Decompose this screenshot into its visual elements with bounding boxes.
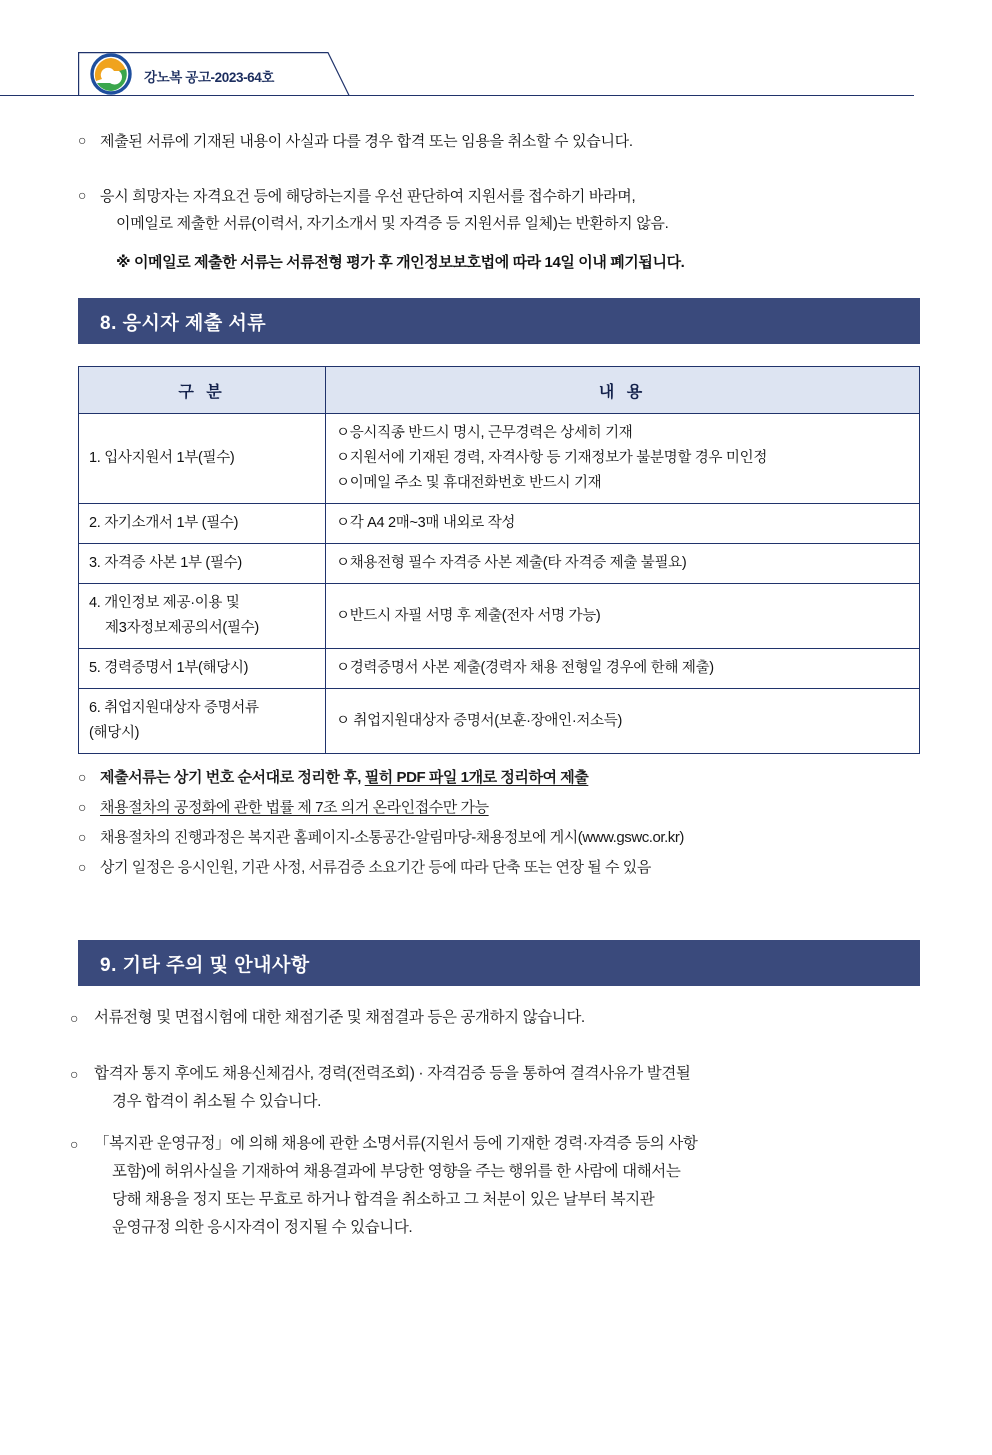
circular-swirl-logo-icon xyxy=(88,53,134,95)
cell-text: ㅇ 취업지원대상자 증명서(보훈·장애인·저소득) xyxy=(336,712,623,729)
note-line: 합격자 통지 후에도 채용신체검사, 경력(전력조회) · 자격검증 등을 통하여 결격사유가 발견될 xyxy=(94,1065,691,1082)
table-cell-content xyxy=(326,544,920,584)
section9-note-text xyxy=(94,1130,697,1242)
cell-text: 4. 개인정보 제공·이용 및 xyxy=(89,595,240,611)
cell-text: ㅇ경력증명서 사본 제출(경력자 채용 전형일 경우에 한해 제출) xyxy=(336,660,714,676)
bullet-marker: ○ xyxy=(78,799,87,815)
section9-note-text xyxy=(94,1004,585,1032)
section9-header-wrap xyxy=(0,940,992,986)
table-row xyxy=(79,414,920,504)
intro-bullet-text xyxy=(100,183,668,237)
header-tab xyxy=(78,52,350,96)
section8-note-text: 채용절차의 진행과정은 복지관 홈페이지-소통공간-알림마당-채용정보에 게시(www.gswc.or.kr) xyxy=(100,829,684,846)
table-row xyxy=(79,584,920,649)
cell-text: ㅇ각 A4 2매~3매 내외로 작성 xyxy=(336,515,516,531)
section9-note-text xyxy=(94,1060,690,1116)
table-header-content: 내 용 xyxy=(326,367,920,414)
cell-text: 제3자정보제공의서(필수) xyxy=(105,620,259,636)
cell-text: ㅇ지원서에 기재된 경력, 자격사항 등 기재정보가 불분명할 경우 미인정 xyxy=(336,450,768,466)
document-page xyxy=(0,52,992,1455)
table-cell-content xyxy=(326,584,920,649)
table-cell-category xyxy=(79,584,326,649)
section8-note-text: 상기 일정은 응시인원, 기관 사정, 서류검증 소요기간 등에 따라 단축 또는 연장 될 수 있음 xyxy=(100,859,651,876)
table-header-row xyxy=(79,367,920,414)
cell-text: 6. 취업지원대상자 증명서류 xyxy=(89,700,259,716)
cell-text: ㅇ응시직종 반드시 명시, 근무경력은 상세히 기재 xyxy=(336,425,633,441)
bullet-marker: ○ xyxy=(78,859,87,875)
section8-note-item xyxy=(78,824,920,851)
table-cell-content xyxy=(326,689,920,754)
table-row xyxy=(79,544,920,584)
section8-table-wrap xyxy=(0,366,992,754)
section9-notes xyxy=(0,986,992,1242)
cell-text: ㅇ반드시 자필 서명 후 제출(전자 서명 가능) xyxy=(336,607,601,624)
bullet-marker: ○ xyxy=(78,132,87,148)
table-cell-category xyxy=(79,414,326,504)
table-cell-content xyxy=(326,414,920,504)
bullet-marker: ○ xyxy=(78,187,87,203)
submission-documents-table xyxy=(78,366,920,754)
table-row xyxy=(79,649,920,689)
table-header-category: 구 분 xyxy=(79,367,326,414)
bullet-marker: ○ xyxy=(70,1136,79,1152)
section8-header-wrap xyxy=(0,298,992,344)
note-plain: 제출서류는 상기 번호 순서대로 정리한 후, xyxy=(100,769,365,786)
table-cell-category xyxy=(79,689,326,754)
note-line: 경우 합격이 취소될 수 있습니다. xyxy=(112,1093,321,1110)
intro-note: ※ 이메일로 제출한 서류는 서류전형 평가 후 개인정보보호법에 따라 14일 이내 폐기됩니다. xyxy=(116,254,685,271)
section9-title: 9. 기타 주의 및 안내사항 xyxy=(78,940,920,986)
note-line: 서류전형 및 면접시험에 대한 채점기준 및 채점결과 등은 공개하지 않습니다. xyxy=(94,1009,585,1026)
header-divider xyxy=(0,95,914,96)
section8-note-text xyxy=(100,764,588,791)
cell-text: 2. 자기소개서 1부 (필수) xyxy=(89,515,239,531)
bullet-marker: ○ xyxy=(70,1010,79,1026)
cell-text: (해당시) xyxy=(89,725,140,741)
table-cell-category xyxy=(79,544,326,584)
note-line: 「복지관 운영규정」에 의해 채용에 관한 소명서류(지원서 등에 기재한 경력·자격증 등의 사항 xyxy=(94,1135,698,1152)
intro-bullet-text xyxy=(100,128,633,155)
section9-note-item xyxy=(70,1060,920,1116)
table-cell-category xyxy=(79,504,326,544)
bullet-marker: ○ xyxy=(78,769,87,785)
intro-bullet-line: 제출된 서류에 기재된 내용이 사실과 다를 경우 합격 또는 임용을 취소할 수 있습니다. xyxy=(100,133,633,150)
intro-bullet-line: 응시 희망자는 자격요건 등에 해당하는지를 우선 판단하여 지원서를 접수하기 바라며, xyxy=(100,188,636,205)
section8-title: 8. 응시자 제출 서류 xyxy=(78,298,920,344)
table-cell-category xyxy=(79,649,326,689)
section8-note-item xyxy=(78,764,920,791)
section9-note-item xyxy=(70,1004,920,1032)
note-line: 당해 채용을 정지 또는 무효로 하거나 합격을 취소하고 그 처분이 있은 날부터 복지관 xyxy=(112,1191,655,1208)
section8-note-text xyxy=(100,794,489,821)
section8-notes xyxy=(0,754,992,881)
bullet-marker: ○ xyxy=(70,1066,79,1082)
cell-text: ㅇ이메일 주소 및 휴대전화번호 반드시 기재 xyxy=(336,475,602,491)
section8-note-item xyxy=(78,794,920,821)
note-line: 운영규정 의한 응시자격이 정지될 수 있습니다. xyxy=(112,1219,413,1236)
cell-text: ㅇ채용전형 필수 자격증 사본 제출(타 자격증 제출 불필요) xyxy=(336,555,687,571)
note-emphasis: 채용절차의 공정화에 관한 법률 제 7조 의거 온라인접수만 가능 xyxy=(100,799,489,816)
table-cell-content xyxy=(326,649,920,689)
section9-note-item xyxy=(70,1130,920,1242)
note-emphasis: 필히 PDF 파일 1개로 정리하여 제출 xyxy=(364,769,589,786)
cell-text: 3. 자격증 사본 1부 (필수) xyxy=(89,555,242,571)
intro-bullet xyxy=(78,183,920,237)
note-line: 포함)에 허위사실을 기재하여 채용결과에 부당한 영향을 주는 행위를 한 사람에 대해서는 xyxy=(112,1163,681,1180)
cell-text: 1. 입사지원서 1부(필수) xyxy=(89,450,235,466)
bullet-marker: ○ xyxy=(78,829,87,845)
header-title: 강노복 공고-2023-64호 xyxy=(144,70,275,85)
intro-section xyxy=(0,128,992,272)
section8-note-item xyxy=(78,854,920,881)
table-row xyxy=(79,689,920,754)
intro-bullet-line: 이메일로 제출한 서류(이력서, 자기소개서 및 자격증 등 지원서류 일체)는 반환하지 않음. xyxy=(116,215,669,232)
document-header xyxy=(0,52,992,114)
intro-bullet xyxy=(78,128,920,155)
table-cell-content xyxy=(326,504,920,544)
cell-text: 5. 경력증명서 1부(해당시) xyxy=(89,660,249,676)
table-row xyxy=(79,504,920,544)
